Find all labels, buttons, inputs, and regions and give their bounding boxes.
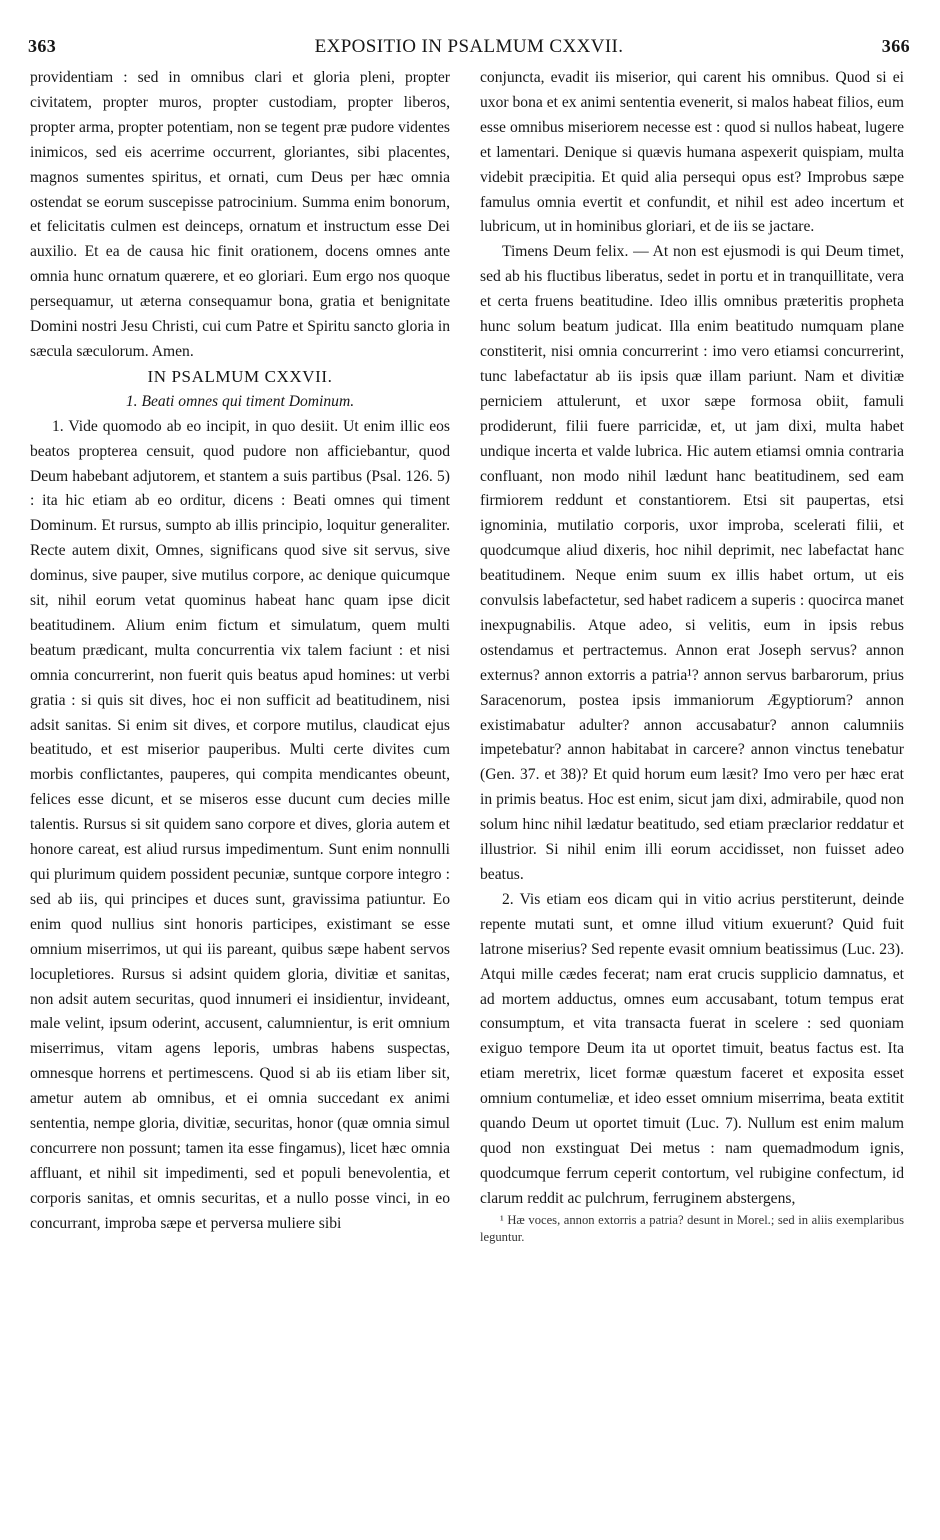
section-title: IN PSALMUM CXXVII.: [147, 366, 333, 386]
section-verse: 1. Beati omnes qui timent Dominum.: [125, 392, 355, 410]
running-title: EXPOSITIO IN PSALMUM CXXVII.: [314, 36, 624, 57]
paragraph: conjuncta, evadit iis miserior, qui carent his omnibus. Quod si ei uxor bona et ex animi sententia evenerit, si malos habeat filios, eum esse omnibus miseriorem necesse est : quod si nullos habeat, lugere et lamentari. Denique si quævis humana aspexerit quispiam, multa videbit præcipitia. Et quid alia persequi opus est? Improbus sæpe famulus omnia evertit et confundit, et nihil est adeo incertum et lubricum, ut in hominibus gloriari, et de iis se jactare.: [480, 69, 904, 236]
running-header: [28, 36, 910, 62]
page-number-right: 366: [881, 36, 910, 56]
right-column: [480, 66, 904, 1246]
paragraph: Timens Deum felix. — At non est ejusmodi is qui Deum timet, sed ab his fluctibus liberatus, sedet in portu et in tranquillitate, vera et certa fruens beatitudine. Ideo illis omnibus præteritis propheta hunc solum beatum judicat. Illa enim beatitudo numquam plane constiterit, nisi omnia concurrerint : imo vero etiamsi concurrerint, tunc labefactatur ab iis ipsis quæ illam pariunt. Nam et divitiæ perniciem attulerunt, et uxor sæpe formosa obiit, famuli prodiderunt, filii fuere parricidæ, et, ut jam dixi, multa habet undique incerta et valde lubrica. Hic autem etiamsi omnia contraria confluant, non modo nihil lædunt hanc beatitudinem, sed eam firmiorem reddunt et constantiorem. Etsi sit paupertas, etsi ignominia, mutilatio corporis, uxor improba, scelerati filii, et quodcumque aliud dixeris, hoc nihil deprimit, nec labefactat hanc beatitudinem. Neque enim suum ex illis habet ortum, ut eis convulsis labefactetur, sed habet radicem a superis : quocirca manet inexpugnabilis. Atque adeo, si velitis, eum in ipsis rebus ostendamus et pertractemus. Annon erat Joseph servus? annon externus? annon extorris a patria¹? annon servus barbarorum, prius Saracenorum, postea ipsis immaniorum Ægyptiorum? annon existimabatur adulter? annon accusabatur? annon calumniis impetebatur? annon habitabat in carcere? annon vinctus tenebatur (Gen. 37. et 38)? Et quid horum eum læsit? Imo vero per hæc erat in primis beatus. Hoc est enim, sicut jam dixi, admirabile, quod non solum hinc nihil lædatur beatitudo, sed etiam præclarior reddatur et illustrior. Si nihil enim illi eorum accidisset, non fuisset adeo beatus.: [480, 243, 904, 883]
paragraph: providentiam : sed in omnibus clari et gloria pleni, propter civitatem, propter muros, propter custodiam, propter liberos, propter arma, propter potentiam, non se tegent præ pudore videntes inimicos, sed eis acerrime occurrent, gloriantes, sibi placentes, magnos sumentes spiritus, et ornati, cum Deus per hæc omnia ostendat se eorum suscepisse patrocinium. Summa enim bonorum, et felicitatis culmen est deinceps, ornatum et instructum esse Dei auxilio. Et ea de causa hic finit orationem, docens omnes ante omnia hunc ornatum quærere, et eo gloriari. Eum ergo nos quoque persequamur, ut æterna consequamur bona, gratia et benignitate Domini nostri Jesu Christi, cui cum Patre et Spiritu sancto gloria in sæcula sæculorum. Amen.: [30, 69, 450, 360]
paragraph: 1. Vide quomodo ab eo incipit, in quo desiit. Ut enim illic eos beatos propterea censuit, quod pudore non afficiebantur, quod Deum habebant adjutorem, et stantem a suis partibus (Psal. 126. 5) : ita hic etiam ab eo orditur, dicens : Beati omnes qui timent Dominum. Et rursus, sumpto ab illis principio, loquitur generaliter. Recte autem dixit, Omnes, significans quod sive sit servus, sive dominus, sive pauper, sive mutilus corpore, ac denique quicumque sit, nihil eorum vetat quominus habeat hanc quam ipse dicit beatitudinem. Alium enim fictum et simulatum, quem multi beatum prædicant, multa concurrentia vix talem faciunt : et nisi omnia concurrerint, non fuerit quis beatus apud homines: ut verbi gratia : si quis sit dives, hoc ei non sufficit ad beatitudinem, nisi adsit sanitas. Si enim sit dives, et corpore mutilus, claudicat ejus beatitudo, et est miserior pauperibus. Multi certe divites cum morbis conflictantes, pauperes, qui compita mendicantes obeunt, felices esse dicunt, et se miseros esse ducunt cum decies mille talentis. Rursus si sit quidem sano corpore et dives, gloria autem et honore careat, est aliud rursus impedimentum. Sunt enim nonnulli qui plurimum quidem possident pecuniæ, suntque corpore integro : sed ab iis, qui principes et duces sunt, gravissima patiuntur. Eo enim quod nullius sint honoris participes, existimant se esse omnium miserrimos, ut qui iis pareant, quibus sæpe habent servos locupletiores. Rursus si adsint quidem gloria, divitiæ et sanitas, non adsit autem securitas, quod innumeri ei insidientur, invideant, male velint, ipsum oderint, accusent, calumnientur, is erit omnium miserrimus, vitam agens leporis, umbras habens suspectas, omnesque horrens et pertimescens. Quod si ab iis etiam liber sit, ametur autem ab omnibus, et ei omnia succedant ex animi sententia, nempe gloria, divitiæ, securitas, honor (quæ omnia simul concurrere non possunt; tamen ita esse fingamus), licet hæc omnia affluant, et nihil sit impedimenti, sed et populi benevolentia, et corporis sanitas, et omnis securitas, et a nullo posse vinci, in eo concurrant, improba sæpe et perversa muliere sibi: [30, 417, 450, 1232]
footnote: ¹ Hæ voces, annon extorris a patria? desunt in Morel.; sed in aliis exemplaribus leguntur.: [480, 1212, 904, 1244]
page-number-left: 363: [28, 36, 57, 56]
paragraph: 2. Vis etiam eos dicam qui in vitio acrius perstiterunt, deinde repente mutati sunt, et omne illud vitium exuerunt? Quid fuit latrone miserius? Sed repente evasit omnium beatissimus (Luc. 23). Atqui mille cædes fecerat; nam erat crucis supplicio damnatus, et ad mortem adductus, omnes eum accusabant, totum tempus erat consumptum, et vita transacta fuerat in scelere : sed quoniam exiguo tempore Deum ita ut oportet timuit, beatus factus est. Ita etiam meretrix, licet formæ quæstum faceret et exposita esset omnium contumeliæ, et ideo esset omnium miserrima, beata extitit quando Deum ut oportet timuit (Luc. 7). Nullum est enim malum quod non exstinguat Dei metus : nam quemadmodum ignis, quodcumque ferrum ceperit contortum, vel rubigine confectum, id clarum reddit ac pulchrum, ferruginem abstergens,: [480, 890, 904, 1207]
left-column: [30, 66, 450, 1237]
